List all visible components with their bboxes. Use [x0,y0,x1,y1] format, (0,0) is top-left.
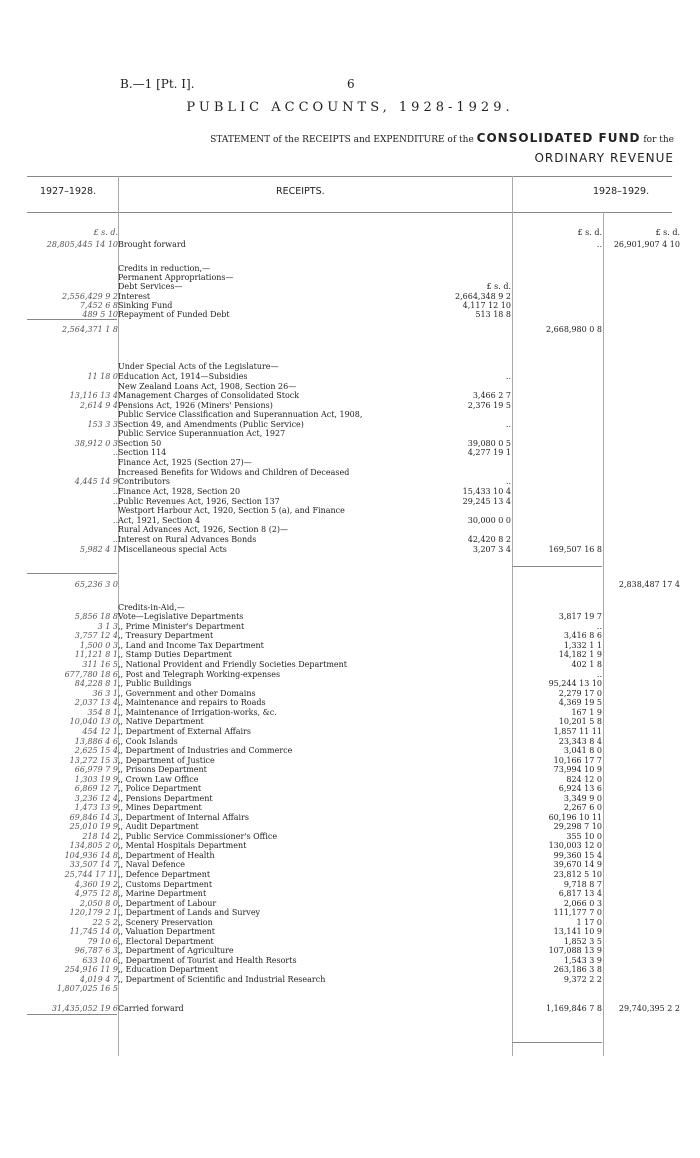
subtotal-amount: 824 12 0 [566,775,602,784]
receipt-description: Section 49, and Amendments (Public Service) [118,420,304,429]
table-row [0,429,700,438]
prev-year-amount: 96,787 6 3 [74,946,118,955]
table-row [0,803,700,812]
total-amount: 26,901,907 4 10 [613,240,680,249]
receipt-description: Permanent Appropriations— [118,273,234,282]
prev-year-amount: 2,556,429 9 2 [62,292,118,301]
prev-year-amount: 1,807,025 16 5 [56,984,118,993]
receipt-description: ,, Education Department [118,965,219,974]
subtotal-amount: 263,186 3 8 [553,965,602,974]
subtotal-amount: 4,369 19 5 [558,698,602,707]
prev-year-amount: .. [112,448,118,457]
table-row [0,362,700,371]
table-row [0,937,700,946]
receipt-description: ,, Scenery Preservation [118,918,213,927]
table-row [0,448,700,457]
subtotal-amount: 23,343 8 4 [558,737,602,746]
table-row [0,468,700,477]
prev-year-amount: 10,040 13 0 [69,717,118,726]
table-row [0,870,700,879]
table-row [0,310,700,319]
subtotal-amount: 2,279 17 0 [558,689,602,698]
table-row [0,516,700,525]
subtotal-amount: 1,169,846 7 8 [546,1004,602,1013]
rule-under-headings [27,212,672,213]
receipt-description: Miscellaneous special Acts [118,545,227,554]
prev-year-amount: 2,614 9 4 [79,401,118,410]
table-row [0,325,700,334]
prev-year-amount: £ s. d. [93,228,118,237]
subtotal-amount: 13,141 10 9 [553,927,602,936]
table-row [0,391,700,400]
table-row [0,545,700,554]
table-row [0,228,700,237]
receipt-description: Under Special Acts of the Legislature— [118,362,279,371]
receipt-description: ,, Mental Hospitals Department [118,841,247,850]
receipt-description: ,, Native Department [118,717,204,726]
prev-year-amount: .. [112,497,118,506]
table-row [0,264,700,273]
table-row [0,612,700,621]
subtotal-amount: 29,298 7 10 [553,822,602,831]
prev-year-amount: 4,445 14 9 [74,477,118,486]
subtotal-amount: 3,349 9 0 [563,794,602,803]
detail-amount: 4,117 12 10 [462,301,511,310]
table-row [0,670,700,679]
table-row [0,292,700,301]
subtotal-amount: 1,332 1 1 [563,641,602,650]
subtotal-amount: 10,201 5 8 [558,717,602,726]
rule-subtotal-3 [27,1014,117,1015]
table-row [0,841,700,850]
receipt-description: Vote—Legislative Departments [118,612,244,621]
prev-year-amount: 84,228 8 1 [74,679,118,688]
subtotal-amount: £ s. d. [577,228,602,237]
prev-year-amount: 11 18 0 [87,372,118,381]
prev-year-amount: 11,121 8 1 [74,650,118,659]
column-head-this-year: 1928–1929. [593,186,650,197]
subtotal-amount: 1,543 3 9 [563,956,602,965]
table-row [0,622,700,631]
table-row [0,794,700,803]
receipt-description: ,, National Provident and Friendly Societies Department [118,660,348,669]
detail-amount: 39,080 0 5 [467,439,511,448]
receipt-description: Credits in reduction,— [118,264,211,273]
receipt-description: ,, Valuation Department [118,927,215,936]
receipt-description: New Zealand Loans Act, 1908, Section 26— [118,382,297,391]
subtotal-amount: 73,994 10 9 [553,765,602,774]
receipt-description: Public Service Classification and Superannuation Act, 1908, [118,410,363,419]
prev-year-amount: 3,236 12 4 [74,794,118,803]
subtotal-amount: 99,360 15 4 [553,851,602,860]
receipt-description: ,, Department of Labour [118,899,217,908]
table-row [0,439,700,448]
table-row [0,592,700,601]
table-row [0,1004,700,1013]
receipt-description: ,, Maintenance and repairs to Roads [118,698,266,707]
table-row [0,650,700,659]
table-row [0,946,700,955]
table-row [0,525,700,534]
subtotal-amount: 9,372 2 2 [563,975,602,984]
prev-year-amount: 120,179 2 1 [69,908,118,917]
receipt-description: ,, Crown Law Office [118,775,199,784]
subtotal-amount: 95,244 13 10 [548,679,602,688]
prev-year-amount: 4,019 4 7 [79,975,118,984]
receipt-description: Section 114 [118,448,167,457]
subtotal-amount: 3,041 8 0 [563,746,602,755]
subtotal-amount: 2,267 6 0 [563,803,602,812]
receipt-description: Contributors [118,477,170,486]
total-amount: 2,838,487 17 4 [618,580,680,589]
detail-amount: .. [505,420,511,429]
table-row [0,851,700,860]
table-row [0,880,700,889]
subtotal-amount: 1 17 0 [576,918,602,927]
prev-year-amount: 65,236 3 0 [74,580,118,589]
table-row [0,708,700,717]
receipt-description: Rural Advances Act, 1926, Section 8 (2)— [118,525,289,534]
table-row [0,282,700,291]
table-row [0,746,700,755]
receipt-description: ,, Stamp Duties Department [118,650,232,659]
table-row [0,975,700,984]
table-row [0,908,700,917]
prev-year-amount: 79 10 6 [87,937,118,946]
receipt-description: ,, Police Department [118,784,202,793]
table-row [0,689,700,698]
detail-amount: 42,420 8 2 [467,535,511,544]
receipt-description: ,, Department of Scientific and Industrial Research [118,975,326,984]
receipt-description: ,, Mines Department [118,803,202,812]
table-row [0,698,700,707]
subtotal-amount: 402 1 8 [571,660,602,669]
table-row [0,756,700,765]
receipt-description: Debt Services— [118,282,183,291]
table-row [0,927,700,936]
prev-year-amount: 454 12 1 [82,727,118,736]
subtotal-amount: 6,817 13 4 [558,889,602,898]
prev-year-amount: .. [112,535,118,544]
subtotal-amount: 3,416 8 6 [563,631,602,640]
table-row [0,784,700,793]
table-row [0,860,700,869]
receipt-description: ,, Cook Islands [118,737,178,746]
table-row [0,603,700,612]
prev-year-amount: 218 14 2 [82,832,118,841]
statement-line2: ORDINARY REVENUE [534,151,674,165]
receipt-description: Increased Benefits for Widows and Children of Deceased [118,468,350,477]
receipt-description: ,, Marine Department [118,889,207,898]
table-row [0,679,700,688]
subtotal-amount: 169,507 16 8 [548,545,602,554]
detail-amount: 15,433 10 4 [462,487,511,496]
prev-year-amount: 489 5 10 [82,310,118,319]
rule-subtotal-5 [512,1042,602,1043]
rule-subtotal-2 [27,573,117,574]
subtotal-amount: 1,857 11 11 [553,727,602,736]
subtotal-amount: 2,668,980 0 8 [546,325,602,334]
rule-top [27,176,672,177]
table-row [0,822,700,831]
receipt-description: Westport Harbour Act, 1920, Section 5 (a), and Finance [118,506,345,515]
table-row [0,717,700,726]
receipt-description: Finance Act, 1925 (Section 27)— [118,458,252,467]
subtotal-amount: 14,182 1 9 [558,650,602,659]
prev-year-amount: 22 5 2 [92,918,118,927]
detail-amount: 30,000 0 0 [467,516,511,525]
statement-for: for the [643,135,674,145]
prev-year-amount: 5,982 4 1 [79,545,118,554]
statement-fund: CONSOLIDATED FUND [476,131,641,145]
prev-year-amount: 4,975 12 8 [74,889,118,898]
prev-year-amount: 13,272 15 3 [69,756,118,765]
receipt-description: Brought forward [118,240,186,249]
table-row [0,382,700,391]
prev-year-amount: 25,744 17 11 [64,870,118,879]
table-row [0,641,700,650]
prev-year-amount: 5,856 18 8 [74,612,118,621]
receipt-description: Interest on Rural Advances Bonds [118,535,257,544]
detail-amount: 513 18 8 [475,310,511,319]
detail-amount: .. [505,372,511,381]
subtotal-amount: 355 10 0 [566,832,602,841]
detail-amount: 2,664,348 9 2 [455,292,511,301]
table-row [0,832,700,841]
document-reference: B.—1 [Pt. I]. [120,77,195,91]
receipt-description: ,, Department of Justice [118,756,215,765]
table-row [0,252,700,261]
table-row [0,775,700,784]
receipt-description: ,, Customs Department [118,880,213,889]
receipt-description: ,, Maintenance of Irrigation-works, &c. [118,708,277,717]
receipt-description: Education Act, 1914—Subsidies [118,372,248,381]
prev-year-amount: 633 10 6 [82,956,118,965]
table-row [0,372,700,381]
receipt-description: ,, Department of Health [118,851,215,860]
table-row [0,918,700,927]
column-head-prev-year: 1927–1928. [40,186,97,197]
prev-year-amount: .. [112,516,118,525]
prev-year-amount: 7,452 6 8 [79,301,118,310]
subtotal-amount: 3,817 19 7 [558,612,602,621]
subtotal-amount: .. [596,240,602,249]
subtotal-amount: .. [596,670,602,679]
table-row [0,506,700,515]
prev-year-amount: 2,625 15 4 [74,746,118,755]
receipt-description: Act, 1921, Section 4 [118,516,201,525]
table-row [0,420,700,429]
prev-year-amount: 134,805 2 0 [69,841,118,850]
detail-amount: .. [505,477,511,486]
prev-year-amount: 1,500 0 3 [79,641,118,650]
table-row [0,737,700,746]
subtotal-amount: 39,670 14 9 [553,860,602,869]
prev-year-amount: 153 3 3 [87,420,118,429]
detail-amount: 4,277 19 1 [467,448,511,457]
total-amount: 29,740,395 2 2 [618,1004,680,1013]
receipt-description: Repayment of Funded Debt [118,310,230,319]
receipt-description: ,, Department of Tourist and Health Resorts [118,956,297,965]
subtotal-amount: 167 1 9 [571,708,602,717]
receipt-description: ,, Prime Minister's Department [118,622,245,631]
table-row [0,813,700,822]
prev-year-amount: 1,473 13 9 [74,803,118,812]
subtotal-amount: 130,003 12 0 [548,841,602,850]
receipt-description: ,, Pensions Department [118,794,213,803]
subtotal-amount: 9,718 8 7 [563,880,602,889]
receipt-description: ,, Public Buildings [118,679,192,688]
rule-subtotal-4 [512,566,602,567]
receipt-description: Carried forward [118,1004,184,1013]
receipt-description: Section 50 [118,439,162,448]
prev-year-amount: 31,435,052 19 6 [51,1004,118,1013]
prev-year-amount: 69,846 14 3 [69,813,118,822]
table-row [0,965,700,974]
table-row [0,660,700,669]
prev-year-amount: 677,780 18 6 [64,670,118,679]
receipt-description: Public Service Superannuation Act, 1927 [118,429,286,438]
table-row [0,350,700,359]
receipt-description: Credits-in-Aid,— [118,603,185,612]
table-row [0,889,700,898]
detail-amount: 3,466 2 7 [472,391,511,400]
prev-year-amount: 3,757 12 4 [74,631,118,640]
detail-amount: 2,376 19 5 [467,401,511,410]
column-head-receipts: RECEIPTS. [276,186,325,197]
subtotal-amount: 60,196 10 11 [548,813,602,822]
receipt-description: ,, Department of Lands and Survey [118,908,261,917]
prev-year-amount: 38,912 0 3 [74,439,118,448]
table-row [0,487,700,496]
prev-year-amount: 4,360 19 2 [74,880,118,889]
prev-year-amount: 3 1 3 [97,622,118,631]
receipt-description: ,, Audit Department [118,822,199,831]
receipt-description: ,, Department of Internal Affairs [118,813,249,822]
table-row [0,401,700,410]
table-row [0,301,700,310]
table-row [0,765,700,774]
prev-year-amount: 354 8 1 [87,708,118,717]
prev-year-amount: .. [112,487,118,496]
table-row [0,273,700,282]
prev-year-amount: 254,916 11 9 [64,965,118,974]
receipt-description: ,, Land and Income Tax Department [118,641,264,650]
table-row [0,956,700,965]
prev-year-amount: 28,805,445 14 10 [46,240,118,249]
prev-year-amount: 104,936 14 8 [64,851,118,860]
table-row [0,580,700,589]
receipt-description: ,, Public Service Commissioner's Office [118,832,278,841]
prev-year-amount: 2,037 13 4 [74,698,118,707]
page-number: 6 [347,77,355,91]
table-row [0,477,700,486]
table-row [0,899,700,908]
prev-year-amount: 2,050 8 0 [79,899,118,908]
receipt-description: ,, Prisons Department [118,765,207,774]
receipt-description: ,, Naval Defence [118,860,185,869]
table-row [0,240,700,249]
receipt-description: ,, Department of Agriculture [118,946,234,955]
subtotal-amount: .. [596,622,602,631]
receipt-description: Interest [118,292,151,301]
subtotal-amount: 111,177 7 0 [553,908,602,917]
receipt-description: Finance Act, 1928, Section 20 [118,487,241,496]
prev-year-amount: 13,886 4 6 [74,737,118,746]
prev-year-amount: 11,745 14 0 [69,927,118,936]
prev-year-amount: 1,303 19 9 [74,775,118,784]
subtotal-amount: 2,066 0 3 [563,899,602,908]
receipt-description: Management Charges of Consolidated Stock [118,391,300,400]
table-row [0,535,700,544]
subtotal-amount: 1,852 3 5 [563,937,602,946]
prev-year-amount: 311 16 5 [82,660,118,669]
table-row [0,631,700,640]
detail-amount: 3,207 3 4 [472,545,511,554]
statement-heading [210,129,674,169]
prev-year-amount: 66,979 7 9 [74,765,118,774]
subtotal-amount: 10,166 17 7 [553,756,602,765]
prev-year-amount: 6,869 12 7 [74,784,118,793]
table-row [0,410,700,419]
receipt-description: ,, Treasury Department [118,631,214,640]
prev-year-amount: 36 3 1 [92,689,118,698]
table-row [0,994,700,1003]
table-row [0,497,700,506]
subtotal-amount: 107,088 13 9 [548,946,602,955]
receipt-description: Sinking Fund [118,301,173,310]
receipt-description: ,, Department of Industries and Commerce [118,746,293,755]
statement-prefix: STATEMENT of the RECEIPTS and EXPENDITURE of the [210,135,474,145]
detail-amount: £ s. d. [486,282,511,291]
subtotal-amount: 23,812 5 10 [553,870,602,879]
prev-year-amount: 2,564,371 1 8 [62,325,118,334]
subtotal-amount: 6,924 13 6 [558,784,602,793]
receipt-description: Public Revenues Act, 1926, Section 137 [118,497,280,506]
receipt-description: ,, Electoral Department [118,937,214,946]
receipt-description: ,, Post and Telegraph Working-expenses [118,670,281,679]
receipt-description: Pensions Act, 1926 (Miners' Pensions) [118,401,273,410]
rule-subtotal-1 [27,319,117,320]
detail-amount: 29,245 13 4 [462,497,511,506]
table-row [0,984,700,993]
receipt-description: ,, Department of External Affairs [118,727,251,736]
table-row [0,727,700,736]
receipt-description: ,, Defence Department [118,870,211,879]
prev-year-amount: 25,010 19 9 [69,822,118,831]
table-row [0,458,700,467]
receipt-description: ,, Government and other Domains [118,689,256,698]
page-title: PUBLIC ACCOUNTS, 1928-1929. [186,100,514,115]
prev-year-amount: 33,507 14 7 [69,860,118,869]
prev-year-amount: 13,116 13 4 [69,391,118,400]
total-amount: £ s. d. [655,228,680,237]
table-row [0,338,700,347]
